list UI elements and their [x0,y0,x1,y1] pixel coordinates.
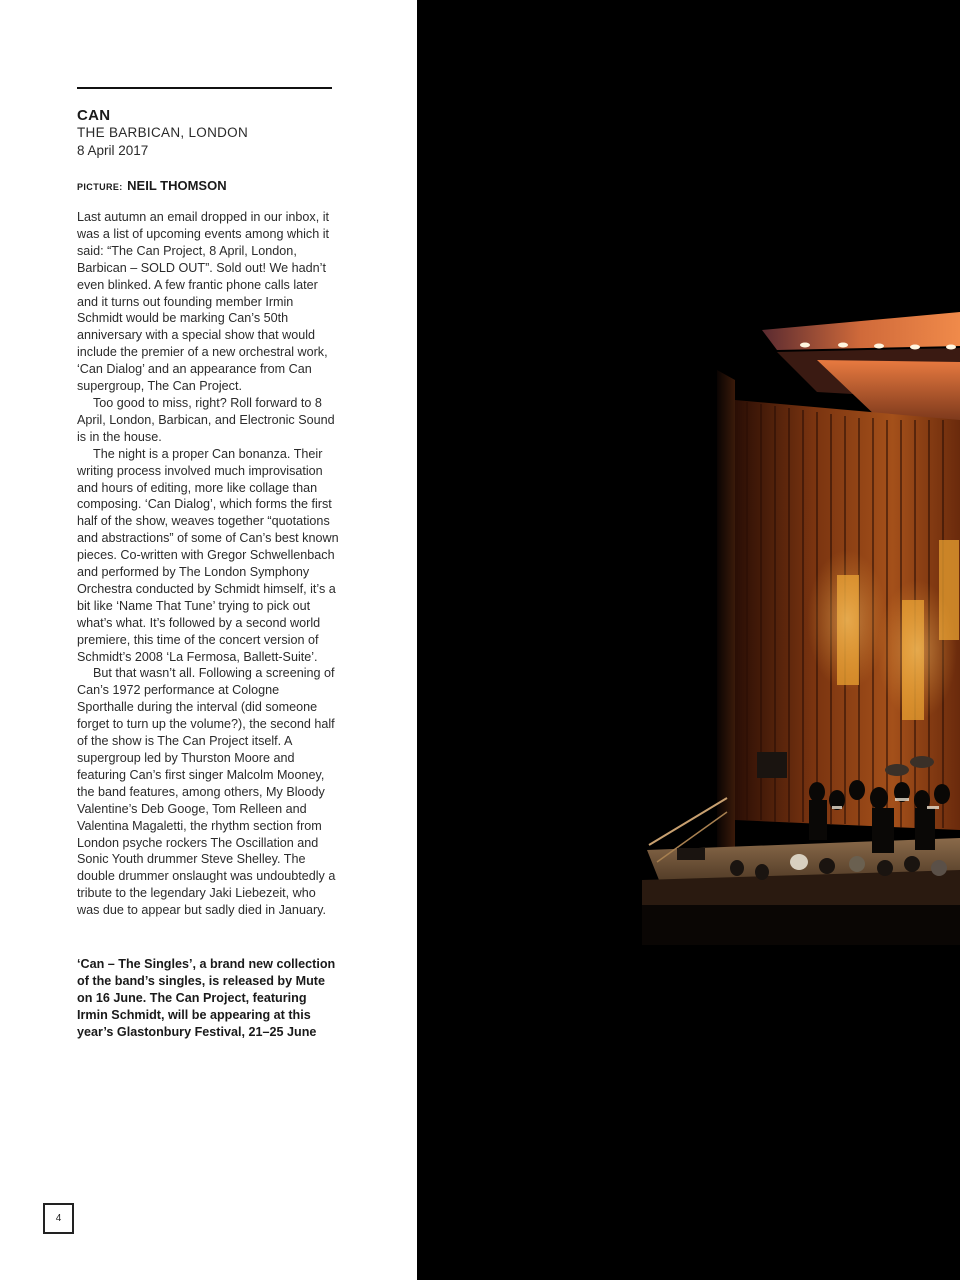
header-rule [77,87,332,89]
body-paragraph: The night is a proper Can bonanza. Their writing process involved much improvisation and hours of editing, more like collage than composing. ‘Can Dialog’, which forms the first half of the show, weaves together “quotations and abstractions” of some of Can’s best known pieces. Co-written with Gregor Schwellenbach and performed by The London Symphony Orchestra conducted by Schmidt himself, it’s a bit like ‘Name That Tune’ trying to pick out what’s what. It’s followed by a second world premiere, this time of the concert version of Schmidt’s 2008 ‘La Fermosa, Ballett-Suite’. [77,446,339,664]
article-body [77,209,339,919]
speaker-box [757,752,787,778]
body-paragraph: But that wasn’t all. Following a screening of Can’s 1972 performance at Cologne Sporthalle during the interval (did someone forget to turn up the volume?), the second half of the show is The Can Project itself. A supergroup led by Thurston Moore and featuring Can’s first singer Malcolm Mooney, the band features, among others, My Bloody Valentine’s Deb Googe, Tom Relleen and Valentina Magaletti, the rhythm section from London psyche rockers The Oscillation and Sonic Youth drummer Steve Shelley. The double drummer onslaught was undoubtedly a tribute to the legendary Jaki Liebezeit, who was due to appear but sadly died in January. [77,666,336,918]
article-title: CAN [77,107,111,124]
photo-credit-label: PICTURE: [77,182,123,192]
body-paragraph: Last autumn an email dropped in our inbox, it was a list of upcoming events among which it said: “The Can Project, 8 April, London, Barbican – SOLD OUT”. Sold out! We hadn’t even blinked. A few frantic phone calls later and it turns out founding member Irmin Schmidt would be marking Can’s 50th anniversary with a special show that would include the premier of a new orchestral work, ‘Can Dialog’ and an appearance from Can supergroup, The Can Project. [77,210,330,394]
photo-credit-name: NEIL THOMSON [127,178,227,193]
release-note: ‘Can – The Singles’, a brand new collection of the band’s singles, is released by Mute on 16 June. The Can Project, featuring Irmin Schmidt, will be appearing at this year’s Glastonbury Festival, 21–25 June [77,957,336,1039]
venue: THE BARBICAN, LONDON [77,125,249,140]
page-number: 4 [43,1203,74,1234]
concert-hall-illustration [417,0,960,1280]
photo-credit [77,177,227,195]
body-paragraph: Too good to miss, right? Roll forward to 8 April, London, Barbican, and Electronic Sound is in the house. [77,395,335,444]
event-date: 8 April 2017 [77,143,149,158]
article-column [0,0,417,1280]
concert-photo [417,0,960,1280]
